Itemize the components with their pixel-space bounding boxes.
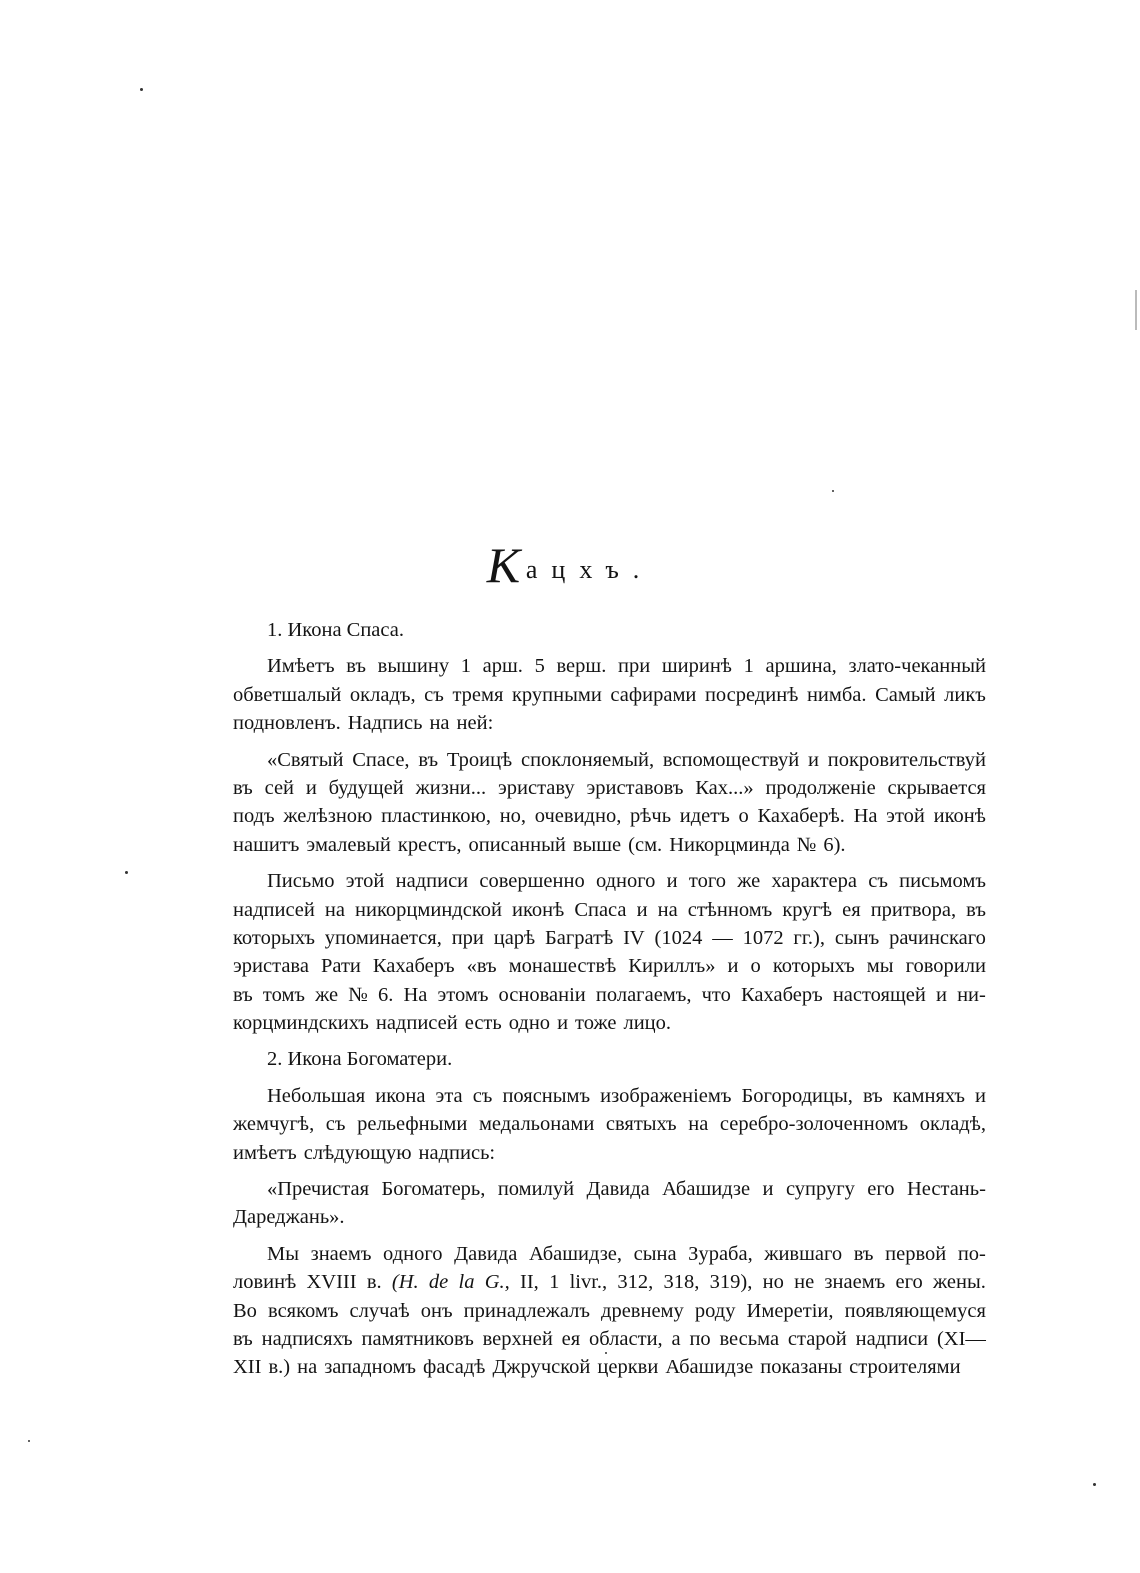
paragraph	[233, 746, 986, 860]
scan-speck	[125, 871, 128, 874]
text-line: подновленъ. Надпись на ней:	[233, 712, 494, 735]
text-line: Дареджань».	[233, 1206, 345, 1229]
title-initial-letter: К	[486, 537, 526, 593]
text-line: «Святый Спасе, въ Троицѣ споклоняемый, вспомоществуй и покровительствуй	[267, 748, 986, 771]
text-line: «Пречистая Богоматерь, помилуй Давида Абашидзе и супругу его Нестань-	[267, 1178, 986, 1201]
text-line: нашитъ эмалевый крестъ, описанный выше (см. Никорцминда № 6).	[233, 833, 846, 856]
section-heading: 1. Икона Спаса.	[267, 619, 404, 641]
scan-speck	[1093, 1483, 1096, 1486]
section-heading: 2. Икона Богоматери.	[267, 1048, 453, 1071]
scan-speck	[140, 88, 143, 91]
text-line: эристава Рати Кахаберъ «въ монашествѣ Кириллъ» и о которыхъ мы говорили	[233, 955, 986, 978]
text-line: Небольшая икона эта съ пояснымъ изображеніемъ Богородицы, въ камняхъ и	[267, 1084, 986, 1107]
text-line: въ сей и будущей жизни... эриставу эриставовъ Ках...» продолженіе скрывается	[233, 776, 986, 799]
title-rest: ацхъ.	[525, 555, 654, 584]
paragraph	[233, 1082, 986, 1167]
text-line: въ надписяхъ памятниковъ верхней ея области, а по весьма старой надписи (XI—	[233, 1327, 986, 1350]
text-line: которыхъ упоминается, при царѣ Багратѣ IV (1024 — 1072 гг.), сынъ рачинскаго	[233, 926, 986, 949]
scan-speck	[832, 490, 834, 492]
text-line: въ томъ же № 6. На этомъ основаніи полагаемъ, что Кахаберъ настоящей и ни-	[233, 983, 986, 1006]
text-line: Письмо этой надписи совершенно одного и того же характера съ письмомъ	[267, 870, 986, 893]
text-line: Во всякомъ случаѣ онъ принадлежалъ древнему роду Имеретіи, появляющемуся	[233, 1299, 986, 1322]
text-line: Имѣетъ въ вышину 1 арш. 5 верш. при ширинѣ 1 аршина, злато-чеканный	[267, 655, 986, 678]
scan-speck	[605, 1352, 607, 1354]
text-line: обветшалый окладъ, съ тремя крупными сафирами посрединѣ нимба. Самый ликъ	[233, 683, 986, 706]
paragraph	[233, 1240, 986, 1382]
scan-speck	[1135, 290, 1137, 330]
paragraph	[233, 867, 986, 1037]
text-line: Мы знаемъ одного Давида Абашидзе, сына Зураба, жившаго въ первой по-	[267, 1242, 986, 1265]
paragraph	[233, 652, 986, 737]
scan-speck	[28, 1440, 30, 1442]
body-text	[233, 616, 986, 1382]
paragraph	[233, 1175, 986, 1232]
text-line: жемчугѣ, съ рельефными медальонами святыхъ на серебро-золоченномъ окладѣ,	[233, 1113, 986, 1136]
text-line: надписей на никорцминдской иконѣ Спаса и на стѣнномъ кругѣ ея притвора, въ	[233, 898, 986, 921]
text-line: корцминдскихъ надписей есть одно и тоже лицо.	[233, 1012, 672, 1035]
text-line: подъ желѣзною пластинкою, но, очевидно, рѣчь идетъ о Кахаберѣ. На этой иконѣ	[233, 805, 986, 828]
text-line: XII в.) на западномъ фасадѣ Джручской церкви Абашидзе показаны строителями	[233, 1356, 961, 1379]
text-line: ловинѣ XVIII в. (H. de la G., II, 1 livr., 312, 318, 319), но не знаемъ его жены.	[233, 1271, 986, 1294]
text-line: имѣетъ слѣдующую надпись:	[233, 1141, 496, 1164]
page-title	[0, 537, 1140, 595]
